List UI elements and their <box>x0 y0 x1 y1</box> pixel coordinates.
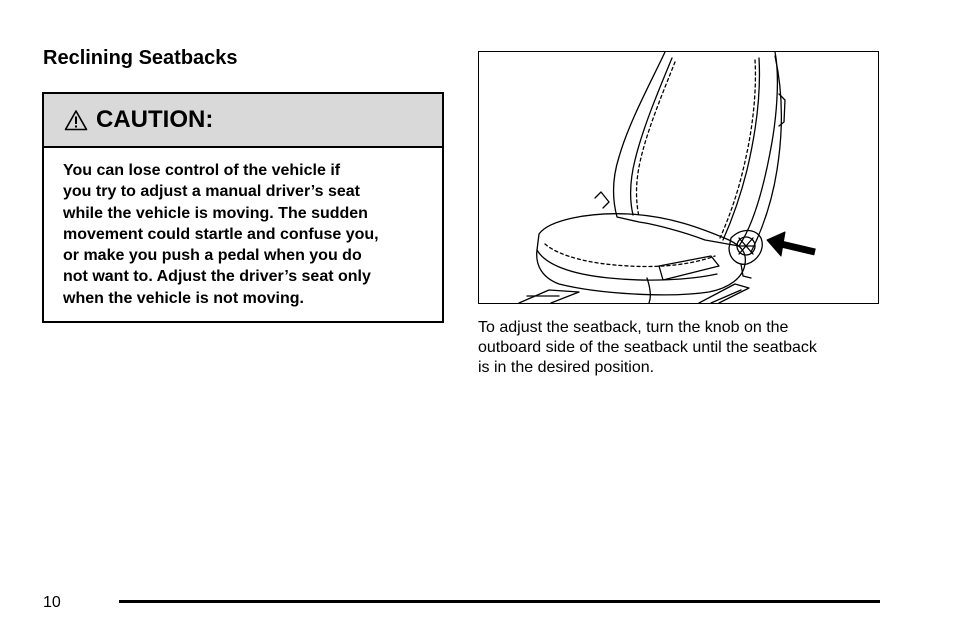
caution-header <box>44 94 442 148</box>
caution-text-line: you try to adjust a manual driver’s seat <box>63 183 360 201</box>
caution-text-line: while the vehicle is moving. The sudden <box>63 204 368 222</box>
caption-line: is in the desired position. <box>478 359 655 376</box>
seatback-stitching <box>637 62 676 217</box>
caution-label: CAUTION: <box>96 106 214 133</box>
caution-text-line: not want to. Adjust the driver’s seat only <box>63 268 371 286</box>
warning-triangle-icon <box>64 109 88 131</box>
indicator-arrow-icon <box>767 232 815 256</box>
caution-text-line: movement could startle and confuse you, <box>63 225 379 243</box>
footer-rule <box>119 600 880 603</box>
caution-text-line: You can lose control of the vehicle if <box>63 162 341 179</box>
seat-cushion-outline <box>537 214 746 295</box>
caution-text-line: or make you push a pedal when you do <box>63 247 362 265</box>
caption-line: outboard side of the seatback until the seatback <box>478 339 817 356</box>
figure-caption <box>478 318 878 378</box>
section-title: Reclining Seatbacks <box>43 47 238 69</box>
caution-body <box>44 148 442 309</box>
caution-text-line: when the vehicle is not moving. <box>63 289 304 307</box>
page-number: 10 <box>43 594 61 611</box>
caution-box <box>42 92 444 323</box>
seat-illustration-figure <box>478 51 879 304</box>
seat-illustration <box>479 52 878 303</box>
caption-line: To adjust the seatback, turn the knob on the <box>478 319 789 336</box>
